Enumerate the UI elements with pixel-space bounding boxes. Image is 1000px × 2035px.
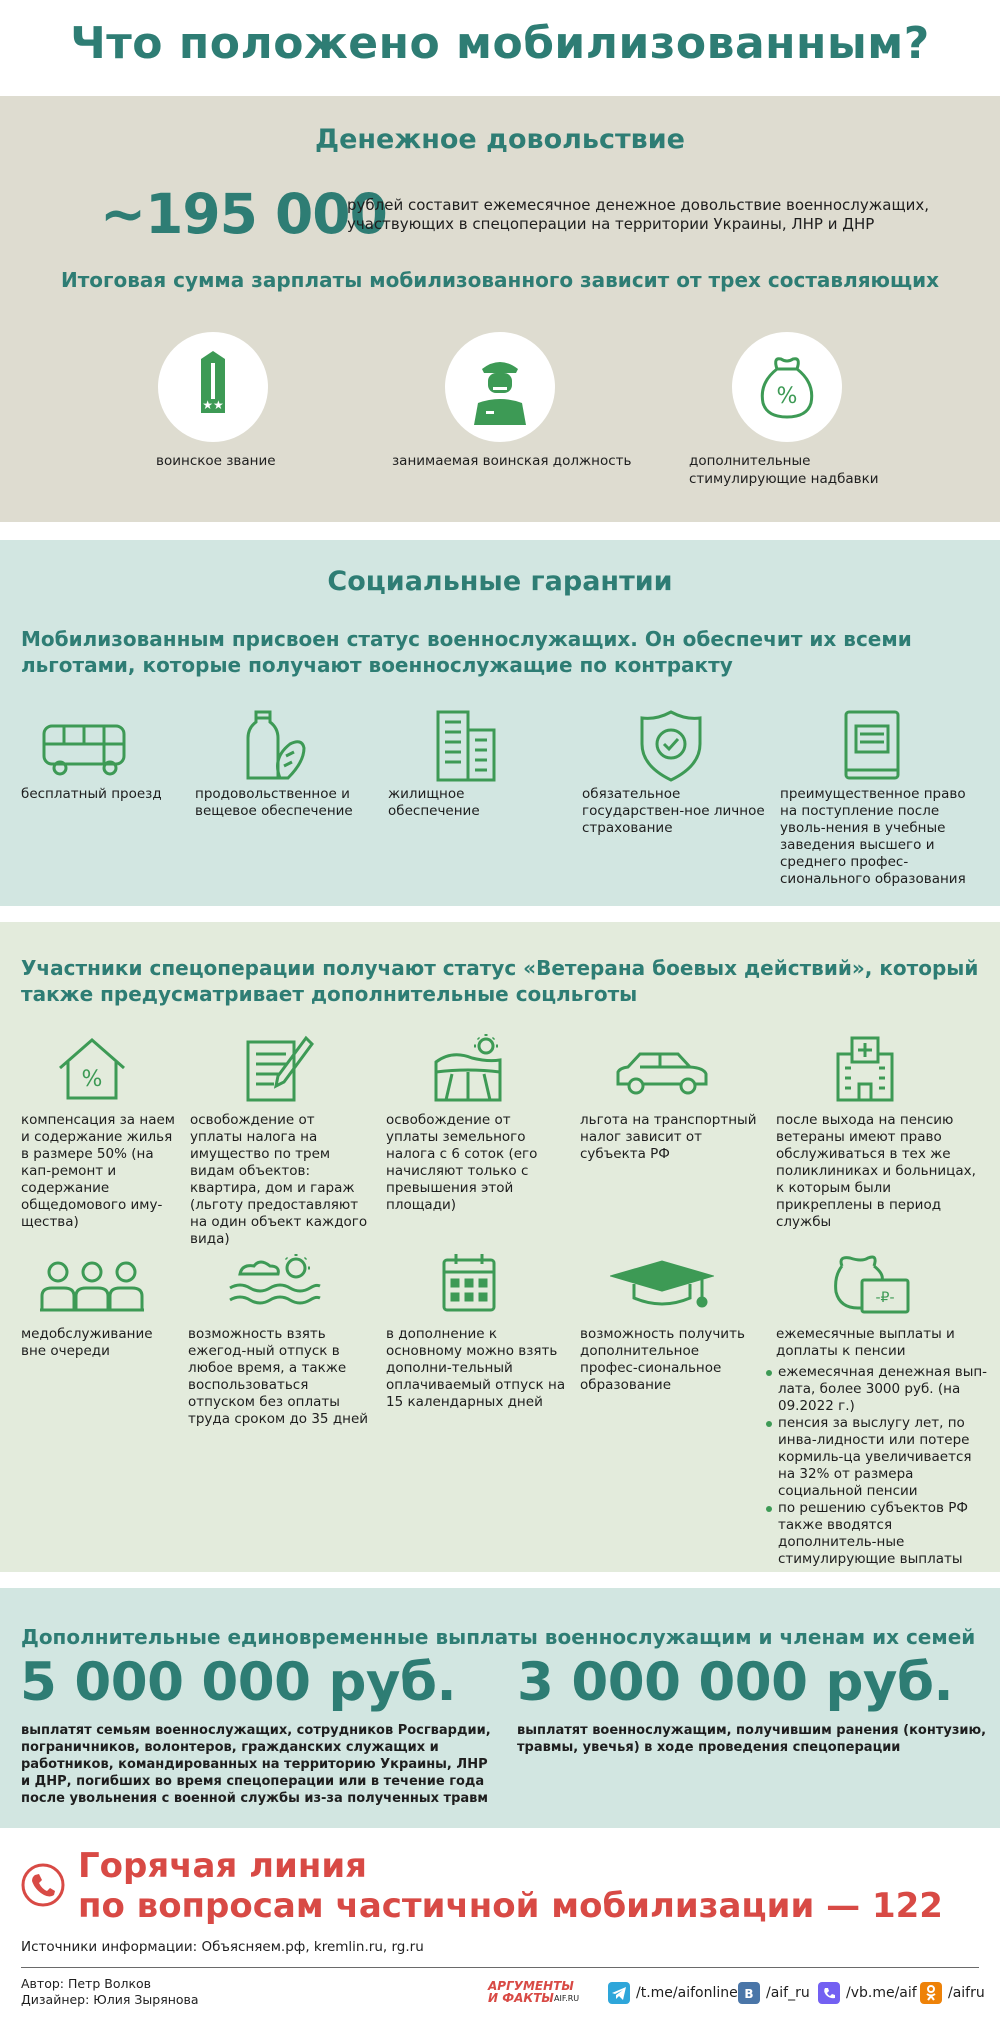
ok-link[interactable]: [920, 1982, 985, 2004]
social-subheading: Мобилизованным присвоен статус военнослужащих. Он обеспечит их всеми льготами, которые получают военнослужащие по контракту: [21, 627, 912, 677]
svg-text:-₽-: -₽-: [875, 1290, 895, 1306]
veteran-benefit-label: компенсация за наем и содержание жилья в размере 50% (на кап-ремонт и содержание общедомового иму-щества): [21, 1112, 175, 1230]
graduation-cap-icon: [610, 1258, 714, 1314]
designer-text: Дизайнер: Юлия Зырянова: [21, 1992, 199, 2007]
epaulette-icon: [158, 332, 268, 442]
payment-description-wounded: выплатят военнослужащим, получившим ранения (контузию, травмы, увечья) в ходе проведения спецоперации: [517, 1723, 987, 1755]
vk-label: /aif_ru: [766, 1985, 810, 2001]
component-label: воинское звание: [156, 453, 276, 469]
bullet-item: пенсия за выслугу лет, по инва-лидности или потере кормиль-ца увеличивается на 32% от размера социальной пенсии: [766, 1415, 991, 1500]
people-queue-icon: [38, 1260, 146, 1314]
buildings-icon: [432, 708, 502, 784]
vk-link[interactable]: [738, 1982, 810, 2004]
benefit-label: преимущественное право на поступление после уволь-нения в учебные заведения высшего и среднего профес-сионального образования: [780, 786, 966, 887]
bullet-item: по решению субъектов РФ также вводятся дополнитель-ные стимулирующие выплаты: [766, 1500, 991, 1568]
veterans-section: [0, 922, 1000, 1572]
social-guarantees-section: [0, 540, 1000, 906]
payment-amount-wounded: 3 000 000 руб.: [517, 1652, 954, 1713]
bottle-bread-icon: [242, 708, 312, 784]
brand-site: AIF.RU: [554, 1994, 580, 2003]
salary-amount-description: рублей составит ежемесячное денежное довольствие военнослужащих, участвующих в спецоперации на территории Украины, ЛНР и ДНР: [347, 196, 929, 233]
payment-description-family: выплатят семьям военнослужащих, сотрудников Росгвардии, пограничников, волонтеров, гражданских служащих и работников, командированных на территорию Украины, ЛНР и ДНР, погибших во время спецоперации или в течение года после увольнения с военной службы из-за полученных травм: [21, 1723, 491, 1806]
hotline-text: [78, 1846, 943, 1926]
viber-link[interactable]: [818, 1982, 917, 2004]
veteran-benefit-label: в дополнение к основному можно взять дополни-тельный оплачиваемый отпуск на 15 календарных дней: [386, 1326, 566, 1410]
hotline-banner: [20, 1846, 980, 1926]
brand-line1: АРГУМЕНТЫ: [488, 1979, 574, 1993]
aif-logo[interactable]: [488, 1980, 596, 2010]
svg-text:%: %: [776, 384, 798, 409]
svg-text:B: B: [744, 1987, 754, 2001]
hospital-icon: [830, 1034, 900, 1104]
salary-section: [0, 96, 1000, 522]
svg-text:%: %: [81, 1067, 103, 1092]
veteran-benefit-label: после выхода на пенсию ветераны имеют право обслуживаться в тех же поликлиниках и больницах, к которым были прикреплены в период службы: [776, 1112, 976, 1230]
veteran-benefit-label: освобождение от уплаты налога на имущество по трем видам объектов: квартира, дом и гараж (льготу предоставляют на один объект каждого вида): [190, 1112, 368, 1247]
bus-icon: [40, 720, 130, 780]
book-icon: [838, 708, 908, 784]
salary-components-heading: Итоговая сумма зарплаты мобилизованного зависит от трех составляющих: [60, 268, 940, 292]
veteran-benefit-label: ежемесячные выплаты и доплаты к пенсии: [776, 1326, 955, 1359]
hotline-line2: по вопросам частичной мобилизации — 122: [78, 1886, 943, 1926]
brand-line2: И ФАКТЫ: [488, 1991, 554, 2005]
sources-text: Источники информации: Объясняем.рф, kremlin.ru, rg.ru: [21, 1939, 424, 1955]
svg-text:★★: ★★: [202, 398, 224, 412]
payments-section: [0, 1588, 1000, 1828]
veteran-benefit-label: возможность взять ежегод-ный отпуск в любое время, а также воспользоваться отпуском без оплаты труда сроком до 35 дней: [188, 1326, 369, 1427]
benefit-label: жилищное обеспечение: [388, 786, 480, 819]
house-percent-icon: [56, 1036, 128, 1102]
soldier-icon: [445, 332, 555, 442]
viber-icon: [818, 1982, 840, 2004]
benefit-label: обязательное государствен-ное личное страхование: [582, 786, 765, 836]
benefit-label: продовольственное и вещевое обеспечение: [195, 786, 353, 819]
phone-icon: [20, 1862, 66, 1908]
field-sun-icon: [432, 1032, 504, 1104]
wallet-ruble-icon: [832, 1252, 912, 1316]
benefit-label: бесплатный проезд: [21, 786, 162, 802]
ok-icon: [920, 1982, 942, 2004]
sea-sun-icon: [226, 1252, 322, 1314]
payment-amount-family: 5 000 000 руб.: [20, 1652, 457, 1713]
salary-heading: Денежное довольствие: [315, 124, 685, 155]
component-label: дополнительные стимулирующие надбавки: [689, 453, 879, 487]
salary-amount: ~195 000: [100, 182, 387, 246]
author-text: Автор: Петр Волков: [21, 1976, 152, 1991]
social-heading: Социальные гарантии: [327, 566, 673, 597]
telegram-icon: [608, 1982, 630, 2004]
pension-bullets: [766, 1364, 991, 1568]
document-pen-icon: [244, 1034, 316, 1104]
footer-divider: [21, 1967, 979, 1968]
telegram-label: /t.me/aifonline: [636, 1985, 738, 2001]
vk-icon: [738, 1982, 760, 2004]
money-bag-percent-icon: [732, 332, 842, 442]
page-title: Что положено мобилизованным?: [70, 18, 930, 69]
ok-label: /aifru: [948, 1985, 985, 2001]
veteran-benefit-label: возможность получить дополнительное профес-сиональное образование: [580, 1326, 745, 1393]
veteran-benefit-label: медобслуживание вне очереди: [21, 1326, 153, 1359]
viber-label: /vb.me/aif: [846, 1985, 917, 2001]
veteran-benefit-label: льгота на транспортный налог зависит от субъекта РФ: [580, 1112, 757, 1162]
veterans-heading: Участники спецоперации получают статус «Ветерана боевых действий», который также предусматривает дополнительные соцльготы: [21, 956, 979, 1006]
payments-heading: Дополнительные единовременные выплаты военнослужащим и членам их семей: [21, 1625, 976, 1649]
car-icon: [614, 1050, 710, 1096]
telegram-link[interactable]: [608, 1982, 738, 2004]
veteran-benefit-label: освобождение от уплаты земельного налога с 6 соток (его начисляют только с превышения этой площади): [386, 1112, 538, 1213]
bullet-item: ежемесячная денежная вып-лата, более 3000 руб. (на 09.2022 г.): [766, 1364, 991, 1415]
component-label: занимаемая воинская должность: [392, 453, 632, 469]
hotline-line1: Горячая линия: [78, 1846, 368, 1886]
calendar-icon: [440, 1252, 498, 1314]
credits: [21, 1976, 199, 2008]
shield-check-icon: [636, 708, 706, 784]
